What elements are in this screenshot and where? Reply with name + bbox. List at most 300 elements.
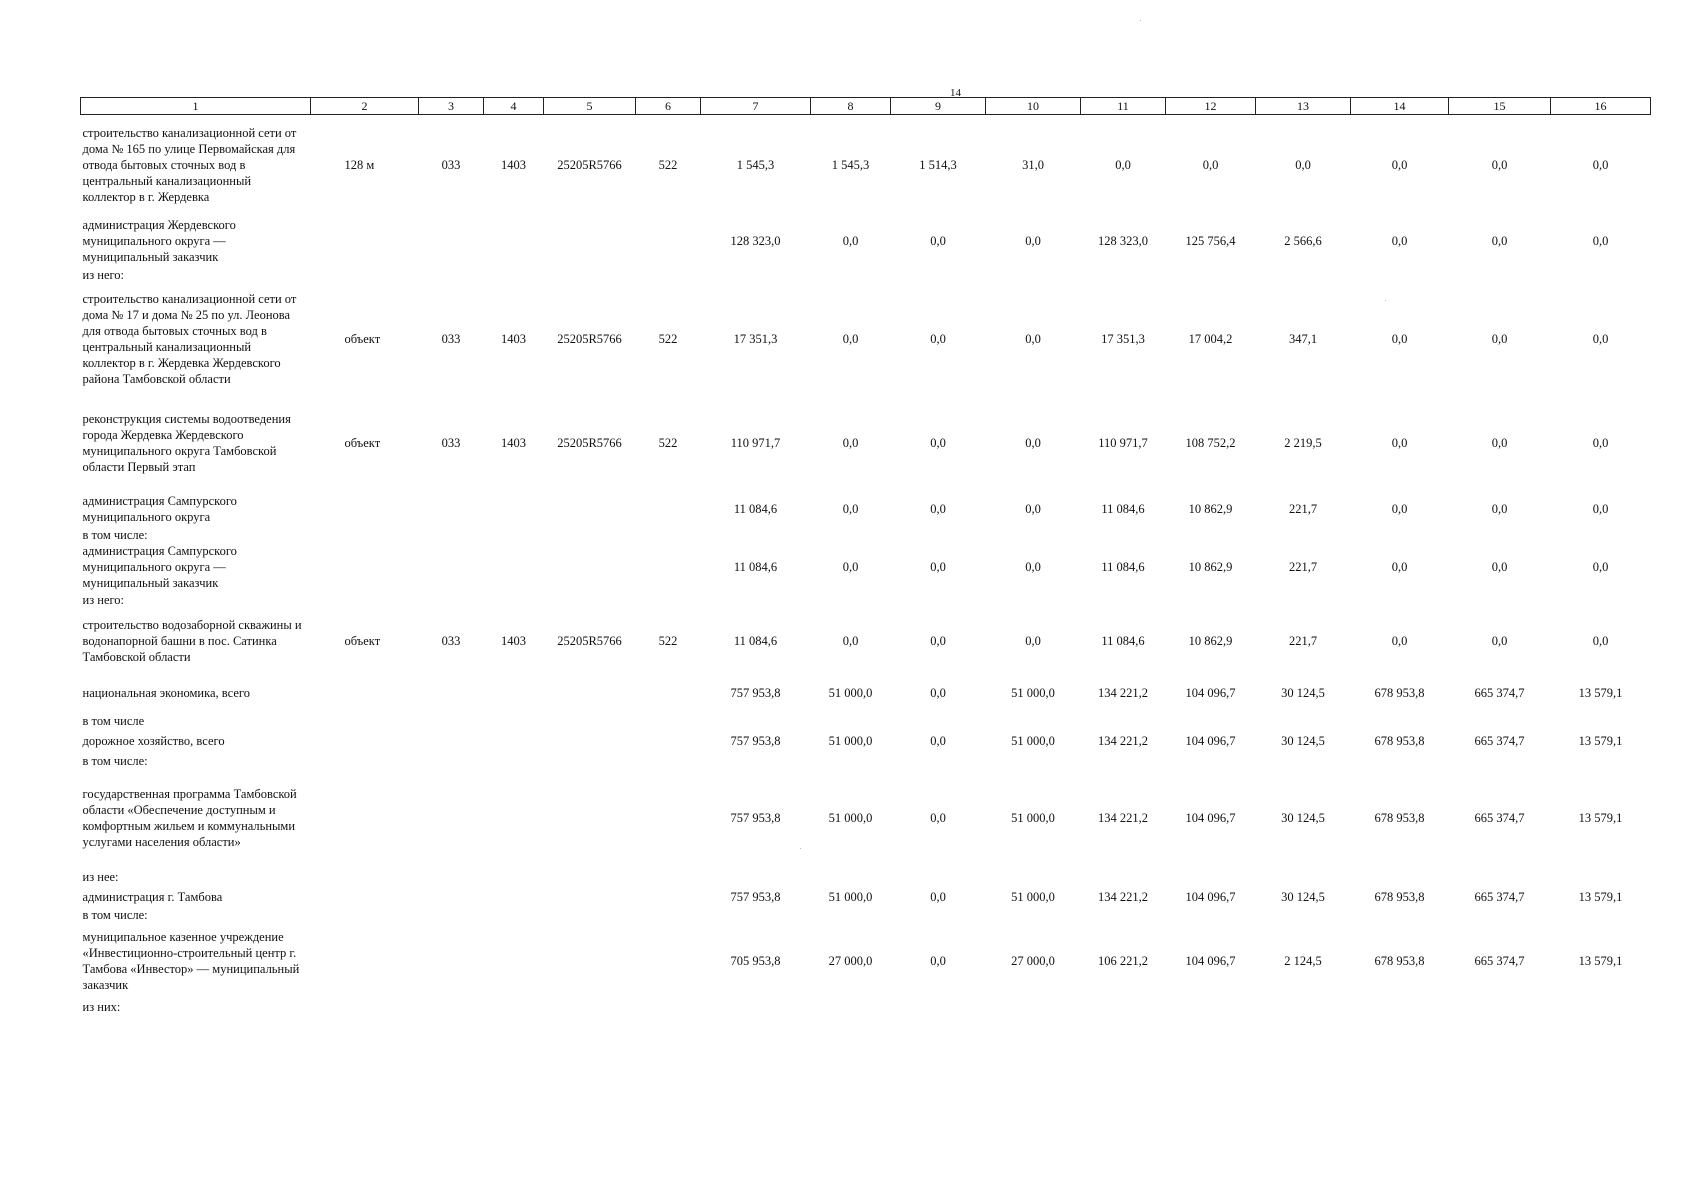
table-cell: 0,0 (930, 953, 946, 968)
table-cell: 0,0 (1025, 633, 1041, 648)
table-cell (484, 999, 544, 1015)
table-cell: 522 (658, 157, 678, 172)
table-cell (636, 867, 701, 887)
table-cell: 0,0 (930, 501, 946, 516)
table-cell: 0,0 (930, 559, 946, 574)
table-cell (1551, 527, 1651, 543)
row-label-cell: из него: (82, 267, 125, 282)
table-cell (986, 713, 1081, 729)
table-cell (1166, 907, 1256, 923)
table-cell: 11 084,6 (733, 559, 778, 574)
row-label-cell: строительство водозаборной скважины и водонапорной башни в пос. Сатинка Тамбовской области (82, 617, 302, 664)
table-cell (484, 907, 544, 923)
table-cell: 0,0 (1025, 559, 1041, 574)
table-cell (544, 907, 636, 923)
table-cell: 27 000,0 (1011, 953, 1055, 968)
table-cell: объект (344, 435, 381, 450)
table-cell (811, 527, 891, 543)
column-header: 11 (1081, 98, 1166, 115)
table-cell: 0,0 (1491, 633, 1508, 648)
table-cell (311, 753, 419, 769)
table-cell (1166, 527, 1256, 543)
table-cell (484, 215, 544, 267)
table-cell: 0,0 (842, 559, 859, 574)
table-cell (1081, 999, 1166, 1015)
table-cell (891, 591, 986, 609)
table-row (81, 267, 1651, 283)
table-cell (544, 867, 636, 887)
table-cell: 134 221,2 (1098, 685, 1148, 700)
table-cell: 0,0 (1592, 233, 1609, 248)
table-cell (311, 999, 419, 1015)
table-cell: 2 566,6 (1284, 233, 1322, 248)
table-cell (636, 713, 701, 729)
table-cell (311, 887, 419, 907)
table-row (81, 491, 1651, 527)
table-cell (484, 923, 544, 999)
table-cell (544, 753, 636, 769)
row-label-cell: национальная экономика, всего (82, 685, 250, 700)
table-cell (1551, 591, 1651, 609)
table-cell: 31,0 (1022, 157, 1044, 172)
table-cell: 13 579,1 (1578, 733, 1623, 748)
table-cell: 30 124,5 (1281, 810, 1325, 825)
table-cell: 522 (658, 633, 678, 648)
table-row (81, 753, 1651, 769)
table-cell (1256, 867, 1351, 887)
column-header: 2 (311, 98, 419, 115)
table-cell (1256, 713, 1351, 729)
table-cell (701, 527, 811, 543)
table-cell (419, 543, 484, 591)
table-cell (1449, 907, 1551, 923)
table-cell: 678 953,8 (1374, 685, 1425, 700)
row-label-cell: в том числе: (82, 527, 148, 542)
table-cell (419, 591, 484, 609)
row-label-cell: из него: (82, 592, 125, 607)
table-cell: 0,0 (930, 810, 946, 825)
table-cell (1351, 527, 1449, 543)
table-cell (311, 491, 419, 527)
table-cell: 27 000,0 (828, 953, 873, 968)
table-row (81, 543, 1651, 591)
table-cell (484, 713, 544, 729)
table-cell (636, 887, 701, 907)
table-cell (311, 713, 419, 729)
table-cell (484, 267, 544, 283)
table-cell (1166, 999, 1256, 1015)
table-cell (1166, 591, 1256, 609)
table-cell (311, 673, 419, 713)
table-cell (419, 673, 484, 713)
column-number-row (81, 98, 1651, 115)
table-row (81, 769, 1651, 867)
table-cell (636, 907, 701, 923)
row-label-cell: в том числе: (82, 907, 148, 922)
table-cell: объект (344, 633, 381, 648)
table-cell (419, 769, 484, 867)
table-cell (701, 999, 811, 1015)
table-cell: 0,0 (1115, 157, 1131, 172)
table-cell: 221,7 (1288, 633, 1318, 648)
table-cell: 30 124,5 (1281, 889, 1325, 904)
table-cell (1166, 867, 1256, 887)
table-cell: 0,0 (1391, 559, 1408, 574)
row-label-cell: строительство канализационной сети от дома № 165 по улице Первомайская для отвода бытовых сточных вод в центральный канализационный коллектор в г. Жердевка (82, 125, 297, 204)
table-cell (811, 867, 891, 887)
column-header: 5 (544, 98, 636, 115)
table-row (81, 283, 1651, 395)
table-cell (544, 999, 636, 1015)
page-number: 14 (950, 87, 961, 99)
table-cell (1449, 591, 1551, 609)
table-cell (1166, 713, 1256, 729)
table-cell (1449, 753, 1551, 769)
table-cell: 221,7 (1288, 559, 1318, 574)
table-cell: 1403 (501, 331, 526, 346)
table-cell: 25205R5766 (557, 435, 622, 450)
table-cell: 104 096,7 (1185, 889, 1236, 904)
table-cell: 128 323,0 (1098, 233, 1148, 248)
table-cell (1351, 713, 1449, 729)
table-cell: 0,0 (1592, 501, 1609, 516)
table-cell (484, 867, 544, 887)
table-cell (419, 907, 484, 923)
table-cell: 0,0 (842, 331, 859, 346)
table-cell (484, 543, 544, 591)
table-cell: 51 000,0 (1011, 685, 1055, 700)
row-label-cell: из них: (82, 999, 121, 1014)
column-header: 16 (1551, 98, 1651, 115)
column-header: 14 (1351, 98, 1449, 115)
table-cell (1449, 267, 1551, 283)
table-cell (544, 923, 636, 999)
table-row (81, 923, 1651, 999)
table-cell (419, 267, 484, 283)
table-cell (1351, 753, 1449, 769)
column-header: 7 (701, 98, 811, 115)
table-cell (891, 713, 986, 729)
column-header: 3 (419, 98, 484, 115)
table-cell: 2 219,5 (1284, 435, 1322, 450)
table-cell: 104 096,7 (1185, 685, 1236, 700)
table-cell (986, 267, 1081, 283)
table-cell: 0,0 (930, 733, 946, 748)
row-label-cell: в том числе: (82, 753, 148, 768)
table-row (81, 729, 1651, 753)
table-cell (484, 729, 544, 753)
table-cell: 678 953,8 (1374, 953, 1425, 968)
row-label-cell: государственная программа Тамбовской области «Обеспечение доступным и комфортным жильем и коммунальными услугами населения области» (82, 786, 297, 849)
table-cell: 17 004,2 (1188, 331, 1233, 346)
table-cell: 665 374,7 (1474, 685, 1525, 700)
table-cell: 30 124,5 (1281, 685, 1325, 700)
table-cell: 1403 (501, 435, 526, 450)
table-cell (1256, 907, 1351, 923)
table-cell: 108 752,2 (1185, 435, 1236, 450)
table-cell (636, 591, 701, 609)
table-cell (986, 999, 1081, 1015)
table-cell: 0,0 (842, 233, 859, 248)
table-cell (891, 527, 986, 543)
table-cell (1449, 713, 1551, 729)
table-cell (544, 713, 636, 729)
table-cell: 0,0 (1391, 633, 1408, 648)
table-cell: 51 000,0 (828, 810, 873, 825)
table-cell: 0,0 (1491, 331, 1508, 346)
table-cell (891, 267, 986, 283)
table-cell: 705 953,8 (730, 953, 781, 968)
table-cell (1166, 267, 1256, 283)
table-cell: 665 374,7 (1474, 889, 1525, 904)
table-row (81, 609, 1651, 673)
table-cell: объект (344, 331, 381, 346)
table-cell (701, 713, 811, 729)
column-header: 4 (484, 98, 544, 115)
table-cell: 678 953,8 (1374, 889, 1425, 904)
table-cell: 347,1 (1288, 331, 1318, 346)
table-cell (1351, 591, 1449, 609)
table-cell: 11 084,6 (1101, 501, 1145, 516)
table-cell (1081, 867, 1166, 887)
table-cell (1351, 907, 1449, 923)
budget-table (80, 97, 1651, 1015)
table-cell: 678 953,8 (1374, 810, 1425, 825)
table-cell (1256, 999, 1351, 1015)
table-cell: 30 124,5 (1281, 733, 1325, 748)
table-cell: 0,0 (842, 501, 859, 516)
table-cell: 0,0 (1491, 559, 1508, 574)
table-cell (1081, 591, 1166, 609)
table-cell (986, 753, 1081, 769)
table-cell: 11 084,6 (1101, 559, 1145, 574)
table-cell: 678 953,8 (1374, 733, 1425, 748)
table-cell (1551, 907, 1651, 923)
table-cell (544, 673, 636, 713)
table-cell (891, 753, 986, 769)
table-cell: 0,0 (1592, 331, 1609, 346)
table-cell: 665 374,7 (1474, 810, 1525, 825)
table-cell (544, 491, 636, 527)
table-row (81, 887, 1651, 907)
row-label-cell: строительство канализационной сети от дома № 17 и дома № 25 по ул. Леонова для отвода бытовых сточных вод в центральный канализационный коллектор в г. Жердевка Жердевского района Тамбовской области (82, 291, 297, 386)
table-cell (419, 713, 484, 729)
table-cell: 033 (441, 435, 461, 450)
table-cell: 2 124,5 (1284, 953, 1322, 968)
table-cell: 51 000,0 (828, 685, 873, 700)
table-cell: 0,0 (1391, 157, 1408, 172)
table-cell: 033 (441, 633, 461, 648)
table-cell: 10 862,9 (1188, 633, 1233, 648)
column-header: 12 (1166, 98, 1256, 115)
table-cell (419, 491, 484, 527)
table-cell (1449, 527, 1551, 543)
table-cell (484, 491, 544, 527)
table-cell (311, 923, 419, 999)
table-cell: 0,0 (930, 331, 946, 346)
table-cell (811, 267, 891, 283)
table-cell (636, 923, 701, 999)
table-cell (811, 591, 891, 609)
table-cell: 13 579,1 (1578, 953, 1623, 968)
table-cell (311, 591, 419, 609)
table-cell (636, 999, 701, 1015)
table-cell (544, 267, 636, 283)
table-cell: 104 096,7 (1185, 953, 1236, 968)
table-cell (311, 907, 419, 923)
table-cell (311, 729, 419, 753)
row-label-cell: дорожное хозяйство, всего (82, 733, 225, 748)
table-cell: 1 514,3 (919, 157, 957, 172)
table-cell (419, 923, 484, 999)
table-cell: 033 (441, 331, 461, 346)
table-cell: 10 862,9 (1188, 559, 1233, 574)
table-cell (419, 887, 484, 907)
table-cell: 51 000,0 (828, 889, 873, 904)
table-row (81, 395, 1651, 491)
table-cell: 0,0 (930, 685, 946, 700)
table-cell: 0,0 (1592, 157, 1609, 172)
column-header: 1 (81, 98, 311, 115)
table-row (81, 713, 1651, 729)
table-cell: 1 545,3 (831, 157, 870, 172)
table-cell (311, 769, 419, 867)
column-header: 15 (1449, 98, 1551, 115)
table-cell: 0,0 (1025, 501, 1041, 516)
table-cell: 0,0 (842, 633, 859, 648)
table-cell: 51 000,0 (828, 733, 873, 748)
table-cell: 110 971,7 (1098, 435, 1148, 450)
table-cell (419, 753, 484, 769)
table-cell (891, 907, 986, 923)
table-cell: 0,0 (1391, 435, 1408, 450)
table-cell (544, 527, 636, 543)
table-cell (311, 267, 419, 283)
table-cell (1351, 867, 1449, 887)
column-header: 10 (986, 98, 1081, 115)
table-cell (701, 907, 811, 923)
column-header: 9 (891, 98, 986, 115)
table-cell (1166, 753, 1256, 769)
table-cell: 757 953,8 (730, 685, 781, 700)
table-cell: 0,0 (1391, 331, 1408, 346)
table-cell: 11 084,6 (1101, 633, 1145, 648)
table-cell (1551, 867, 1651, 887)
table-cell (484, 769, 544, 867)
table-cell: 0,0 (1391, 501, 1408, 516)
table-row (81, 999, 1651, 1015)
table-cell: 0,0 (930, 233, 946, 248)
table-cell: 13 579,1 (1578, 685, 1623, 700)
table-cell (1081, 753, 1166, 769)
table-cell (1351, 267, 1449, 283)
table-cell (419, 867, 484, 887)
table-cell (544, 769, 636, 867)
table-cell (636, 491, 701, 527)
table-cell: 1403 (501, 633, 526, 648)
table-cell: 1 545,3 (736, 157, 775, 172)
table-cell (1351, 999, 1449, 1015)
table-cell: 134 221,2 (1098, 733, 1148, 748)
table-cell: 0,0 (1202, 157, 1219, 172)
table-cell: 106 221,2 (1098, 953, 1148, 968)
row-label-cell: администрация Сампурского муниципального округа — муниципальный заказчик (82, 543, 237, 590)
table-cell (311, 527, 419, 543)
table-cell (986, 527, 1081, 543)
table-cell (311, 543, 419, 591)
table-row (81, 907, 1651, 923)
table-cell: 0,0 (1295, 157, 1311, 172)
table-cell (636, 673, 701, 713)
table-cell: 51 000,0 (1011, 810, 1055, 825)
table-cell (311, 215, 419, 267)
table-cell (484, 673, 544, 713)
table-cell: 0,0 (1592, 559, 1609, 574)
table-cell (811, 907, 891, 923)
table-cell (1449, 999, 1551, 1015)
table-cell (986, 867, 1081, 887)
table-cell (1256, 591, 1351, 609)
table-cell (1081, 713, 1166, 729)
table-cell: 665 374,7 (1474, 953, 1525, 968)
table-cell: 125 756,4 (1185, 233, 1236, 248)
column-header: 6 (636, 98, 701, 115)
table-cell: 17 351,3 (733, 331, 778, 346)
row-label-cell: администрация Сампурского муниципального округа (82, 493, 237, 524)
table-cell (484, 887, 544, 907)
table-cell: 757 953,8 (730, 810, 781, 825)
table-cell (701, 753, 811, 769)
table-cell (484, 753, 544, 769)
row-label-cell: реконструкция системы водоотведения города Жердевка Жердевского муниципального округа Тамбовской области Первый этап (82, 411, 291, 474)
table-cell: 033 (441, 157, 461, 172)
table-cell: 0,0 (1025, 233, 1041, 248)
table-cell (1551, 267, 1651, 283)
table-cell: 522 (658, 435, 678, 450)
table-cell (1081, 267, 1166, 283)
table-cell: 10 862,9 (1188, 501, 1233, 516)
table-cell (484, 527, 544, 543)
table-cell (1551, 999, 1651, 1015)
table-cell (701, 267, 811, 283)
table-cell (701, 867, 811, 887)
table-cell (1551, 713, 1651, 729)
table-row (81, 215, 1651, 267)
table-cell: 0,0 (1592, 633, 1609, 648)
table-cell: 17 351,3 (1101, 331, 1145, 346)
table-cell: 0,0 (930, 435, 946, 450)
table-cell: 221,7 (1288, 501, 1318, 516)
table-cell (544, 887, 636, 907)
table-cell: 51 000,0 (1011, 889, 1055, 904)
table-cell: 0,0 (1491, 435, 1508, 450)
table-cell: 134 221,2 (1098, 810, 1148, 825)
table-cell: 25205R5766 (557, 157, 622, 172)
table-cell (636, 753, 701, 769)
table-cell (419, 215, 484, 267)
table-cell (1081, 907, 1166, 923)
table-cell: 0,0 (1391, 233, 1408, 248)
row-label-cell: в том числе (82, 713, 145, 728)
table-cell (701, 591, 811, 609)
table-cell: 0,0 (930, 889, 946, 904)
table-cell: 11 084,6 (733, 501, 778, 516)
table-cell (419, 999, 484, 1015)
table-cell (1551, 753, 1651, 769)
table-row (81, 591, 1651, 609)
table-cell (636, 527, 701, 543)
table-cell: 104 096,7 (1185, 810, 1236, 825)
